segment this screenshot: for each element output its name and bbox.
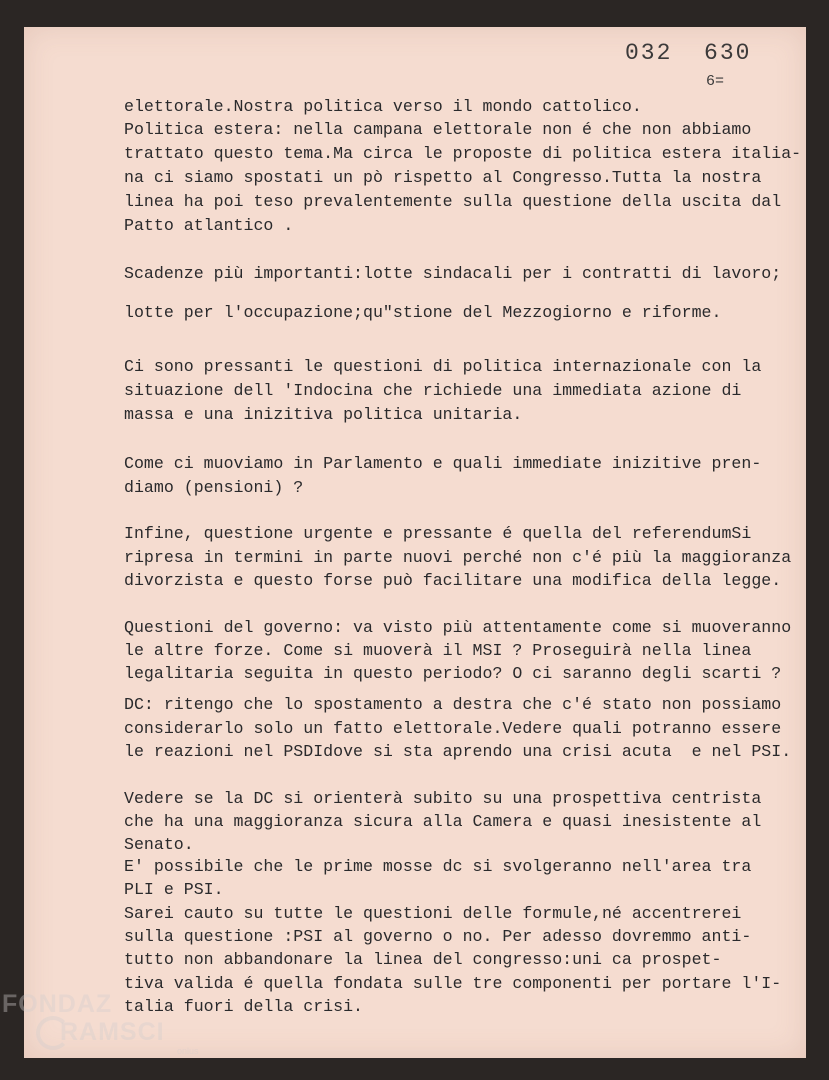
text-line: situazione dell 'Indocina che richiede una immediata azione di <box>124 381 742 400</box>
text-line: Questioni del governo: va visto più attentamente come si muoveranno <box>124 618 792 637</box>
text-line: Senato. <box>124 835 194 854</box>
text-line: Sarei cauto su tutte le questioni delle formule,né accentrerei <box>124 904 742 923</box>
text-line: divorzista e questo forse può facilitare una modifica della legge. <box>124 571 782 590</box>
text-line: talia fuori della crisi. <box>124 997 363 1016</box>
text-line: le altre forze. Come si muoverà il MSI ? Proseguirà nella linea <box>124 641 752 660</box>
text-line: E' possibile che le prime mosse dc si svolgeranno nell'area tra <box>124 857 752 876</box>
text-line: Scadenze più importanti:lotte sindacali per i contratti di lavoro; <box>124 264 782 283</box>
text-line: massa e una inizitiva politica unitaria. <box>124 405 523 424</box>
text-line: legalitaria seguita in questo periodo? O ci saranno degli scarti ? <box>124 664 782 683</box>
document-number: 032 630 <box>625 40 752 66</box>
text-line: Come ci muoviamo in Parlamento e quali immediate inizitive pren- <box>124 454 762 473</box>
text-line: Patto atlantico . <box>124 216 294 235</box>
text-line: che ha una maggioranza sicura alla Camera e quasi inesistente al <box>124 812 762 831</box>
archive-watermark <box>2 990 199 1056</box>
text-line: ripresa in termini in parte nuovi perché non c'é più la maggioranza <box>124 548 792 567</box>
text-line: DC: ritengo che lo spostamento a destra che c'é stato non possiamo <box>124 695 782 714</box>
text-line: lotte per l'occupazione;qu"stione del Mezzogiorno e riforme. <box>124 303 722 322</box>
text-line: Infine, questione urgente e pressante é quella del referendumSi <box>124 524 752 543</box>
watermark-line-2: RAMSCI <box>60 1018 165 1046</box>
text-line: considerarlo solo un fatto elettorale.Vedere quali potranno essere <box>124 719 782 738</box>
text-line: le reazioni nel PSDIdove si sta aprendo una crisi acuta e nel PSI. <box>124 742 792 761</box>
text-line: linea ha poi teso prevalentemente sulla questione della uscita dal <box>124 192 782 211</box>
text-line: Politica estera: nella campana elettorale non é che non abbiamo <box>124 120 752 139</box>
watermark-line-1: FONDAZ <box>2 990 113 1018</box>
text-line: elettorale.Nostra politica verso il mondo cattolico. <box>124 97 642 116</box>
text-line: Vedere se la DC si orienterà subito su una prospettiva centrista <box>124 789 762 808</box>
text-line: sulla questione :PSI al governo o no. Per adesso dovremmo anti- <box>124 927 752 946</box>
watermark-line-3: onlus <box>177 1046 199 1056</box>
text-line: na ci siamo spostati un pò rispetto al Congresso.Tutta la nostra <box>124 168 762 187</box>
text-line: tiva valida é quella fondata sulle tre componenti per portare l'I- <box>124 974 782 993</box>
text-line: PLI e PSI. <box>124 880 224 899</box>
text-line: Ci sono pressanti le questioni di politica internazionale con la <box>124 357 762 376</box>
page-marker: 6= <box>706 73 725 90</box>
text-line: tutto non abbandonare la linea del congresso:uni ca prospet- <box>124 950 722 969</box>
text-line: diamo (pensioni) ? <box>124 478 304 497</box>
text-line: trattato questo tema.Ma circa le proposte di politica estera italia- <box>124 144 802 163</box>
